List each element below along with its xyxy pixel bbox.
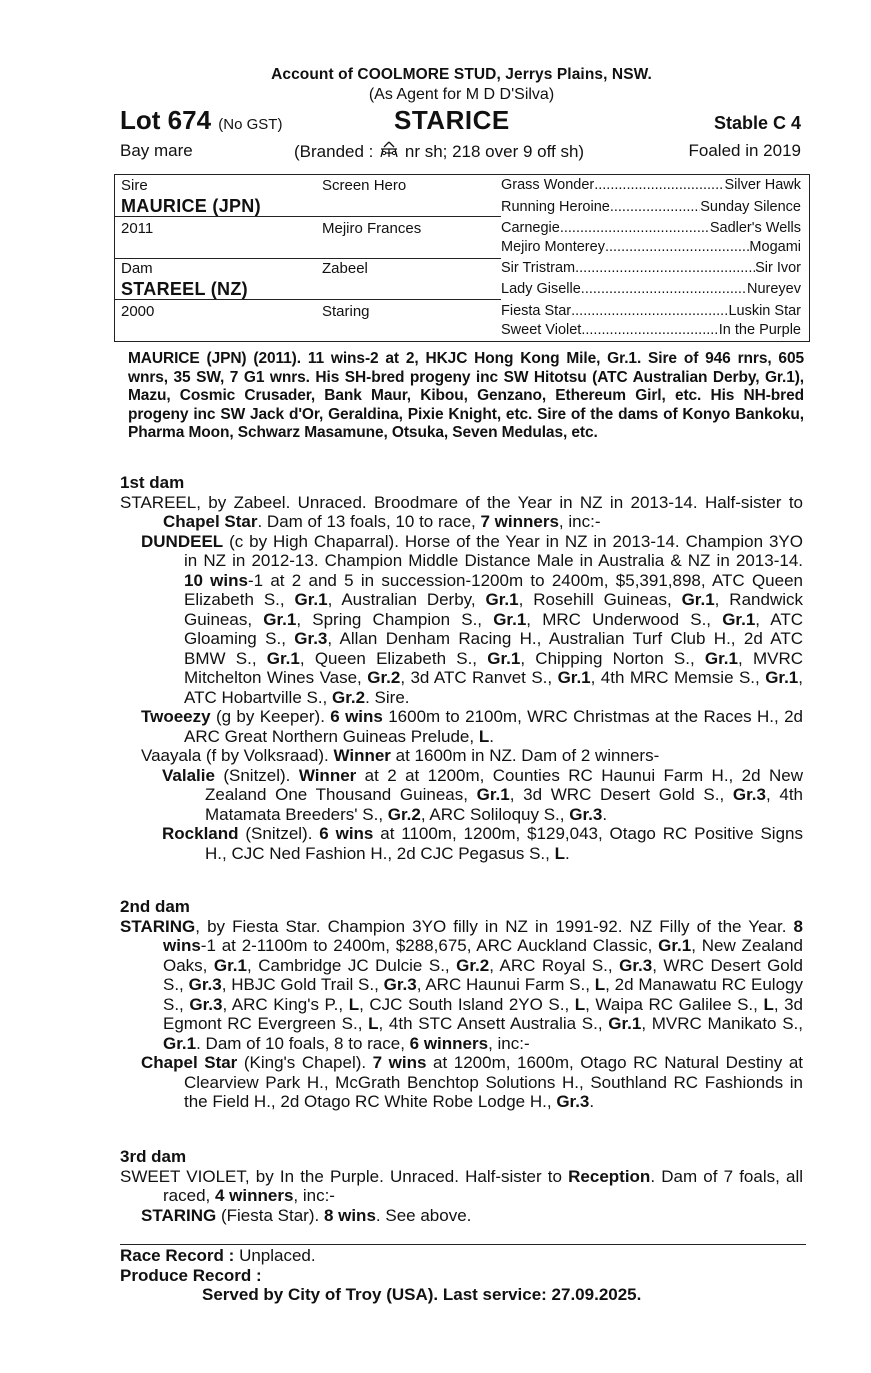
vendor-account: Account of COOLMORE STUD, Jerrys Plains, NSW. — [271, 66, 652, 83]
vendor-agent: (As Agent for M D D'Silva) — [368, 86, 555, 103]
divider — [120, 1244, 806, 1245]
ggp-sire: In the Purple — [718, 322, 801, 338]
ggp-name: Running Heroine — [501, 199, 610, 215]
ggp-sire: Silver Hawk — [724, 177, 801, 193]
ggp-row — [501, 322, 801, 338]
ggp-name: Lady Giselle — [501, 281, 581, 297]
sire-dam: Mejiro Frances — [322, 220, 422, 237]
dam-year: 2000 — [121, 303, 155, 320]
dam-intro: SWEET VIOLET, by In the Purple. Unraced. Half-sister to Reception. Dam of 7 foals, all raced, 4 winners, inc:- — [120, 1166, 803, 1205]
dam-intro: STAREEL, by Zabeel. Unraced. Broodmare of the Year in NZ in 2013-14. Half-sister to Chapel Star. Dam of 13 foals, 10 to race, 7 winners, inc:- — [120, 492, 803, 531]
sire-name: MAURICE (JPN) — [121, 196, 261, 216]
ggp-sire: Luskin Star — [728, 303, 801, 319]
progeny-entry: Chapel Star (King's Chapel). 7 wins at 1200m, 1600m, Otago RC Natural Destiny at Clearview Park H., McGrath Benchtop Solutions H., Southland RC Fashionds in the Field H., 2d Otago RC White Robe Lodge H., Gr.3. — [141, 1053, 804, 1111]
progeny-entry: Rockland (Snitzel). 6 wins at 1100m, 1200m, $129,043, Otago RC Positive Signs H., CJC Ned Fashion H., 2d CJC Pegasus S., L. — [162, 824, 803, 863]
progeny-entry: STARING (Fiesta Star). 8 wins. See above. — [141, 1205, 472, 1225]
dam-name: STAREEL (NZ) — [121, 279, 248, 299]
race-record-value: Unplaced. — [239, 1246, 316, 1265]
horse-name: STARICE — [394, 105, 510, 135]
section-heading: 3rd dam — [120, 1147, 187, 1166]
progeny-entry: Valalie (Snitzel). Winner at 2 at 1200m, Counties RC Haunui Farm H., 2d New Zealand One Thousand Guineas, Gr.1, 3d WRC Desert Gold S., Gr.3, 4th Matamata Breeders' S., Gr.2, ARC Soliloquy S., Gr.3. — [162, 765, 803, 824]
brand-mark-icon — [378, 141, 400, 164]
race-record — [120, 1246, 316, 1266]
produce-record — [120, 1266, 316, 1286]
records — [120, 1246, 316, 1285]
horse-sex: Bay mare — [120, 141, 193, 160]
progeny-list — [120, 1206, 803, 1226]
pedigree-table — [114, 174, 810, 342]
progeny-entry: Vaayala (f by Volksraad). Winner at 1600m in NZ. Dam of 2 winners- — [141, 746, 660, 765]
lot-number — [120, 105, 282, 136]
third-dam-section — [120, 1147, 803, 1225]
ggp-row — [501, 199, 801, 215]
dam-intro: STARING, by Fiesta Star. Champion 3YO filly in NZ in 1991-92. NZ Filly of the Year. 8 wins-1 at 2-1100m to 2400m, $288,675, ARC Auckland Classic, Gr.1, New Zealand Oaks, Gr.1, Cambridge JC Dulcie S., Gr.2, ARC Royal S., Gr.3, WRC Desert Gold S., Gr.3, HBJC Gold Trail S., Gr.3, ARC Haunui Farm S., L, 2d Manawatu RC Eulogy S., Gr.3, ARC King's P., L, CJC South Island 2YO S., L, Waipa RC Galilee S., L, 3d Egmont RC Evergreen S., L, 4th STC Ansett Australia S., Gr.1, MVRC Manikato S., Gr.1. Dam of 10 foals, 8 to race, 6 winners, inc:- — [120, 916, 804, 1053]
ggp-sire: Mogami — [749, 239, 801, 255]
brand-suffix: nr sh; 218 over 9 off sh) — [404, 142, 585, 161]
ggp-sire: Sunday Silence — [700, 199, 801, 215]
service-note: Served by City of Troy (USA). Last service: 27.09.2025. — [202, 1285, 642, 1304]
ggp-row — [501, 177, 801, 193]
dam-dam: Staring — [322, 303, 370, 320]
ggp-row — [501, 260, 801, 276]
ggp-row — [501, 303, 801, 319]
sire-year: 2011 — [121, 220, 154, 237]
ggp-sire: Sadler's Wells — [709, 220, 801, 236]
progeny-list — [120, 1053, 803, 1112]
race-record-label: Race Record : — [120, 1246, 235, 1265]
section-heading: 2nd dam — [120, 897, 190, 916]
sire-summary: MAURICE (JPN) (2011). 11 wins-2 at 2, HKJC Hong Kong Mile, Gr.1. Sire of 946 rnrs, 605 wnrs, 35 SW, 7 G1 wnrs. His SH-bred progeny inc SW Hitotsu (ATC Australian Derby, Gr.1), Mazu, Cosmic Crusader, Bank Maur, Kibou, Genzano, Ethereum Girl, etc. His NH-bred progeny inc SW Jack d'Or, Geraldina, Pixie Knight, etc. Sire of the dams of Konyo Bankoku, Pharma Moon, Schwarz Masamune, Otsuka, Seven Medulas, etc. — [128, 350, 804, 441]
section-heading: 1st dam — [120, 473, 185, 492]
ggp-name: Sir Tristram — [501, 260, 576, 276]
ggp-name: Mejiro Monterey — [501, 239, 605, 255]
ggp-name: Fiesta Star — [501, 303, 572, 319]
second-dam-section — [120, 897, 803, 1112]
progeny-entry: Twoeezy (g by Keeper). 6 wins 1600m to 2100m, WRC Christmas at the Races H., 2d ARC Great Northern Guineas Prelude, L. — [141, 707, 803, 746]
progeny-entry: DUNDEEL (c by High Chaparral). Horse of the Year in NZ in 2013-14. Champion 3YO in NZ in 2012-13. Champion Middle Distance Male in Australia & NZ in 2013-14. 10 wins-1 at 2 and 5 in succession-1200m to 2400m, $5,391,898, ATC Queen Elizabeth S., Gr.1, Australian Derby, Gr.1, Rosehill Guineas, Gr.1, Randwick Guineas, Gr.1, Spring Champion S., Gr.1, MRC Underwood S., Gr.1, ATC Gloaming S., Gr.3, Allan Denham Racing H., Australian Turf Club H., 2d ATC BMW S., Gr.1, Queen Elizabeth S., Gr.1, Chipping Norton S., Gr.1, MVRC Mitchelton Wines Vase, Gr.2, 3d ATC Ranvet S., Gr.1, 4th MRC Memsie S., Gr.1, ATC Hobartville S., Gr.2. Sire. — [141, 531, 804, 707]
sire-sire: Screen Hero — [322, 177, 407, 194]
stable-location: Stable C 4 — [713, 113, 801, 133]
lot-label: Lot 674 — [120, 105, 212, 135]
first-dam-section — [120, 473, 803, 863]
ggp-name: Carnegie — [501, 220, 560, 236]
ggp-row — [501, 239, 801, 255]
ggp-row — [501, 281, 801, 297]
dam-label: Dam — [121, 260, 153, 277]
ggp-name: Grass Wonder — [501, 177, 595, 193]
foaled-year: Foaled in 2019 — [688, 141, 801, 160]
brand-description — [294, 141, 584, 164]
brand-prefix: (Branded : — [294, 142, 374, 161]
ggp-name: Sweet Violet — [501, 322, 582, 338]
progeny-list — [120, 532, 803, 864]
dam-sire: Zabeel — [322, 260, 368, 277]
ggp-sire: Nureyev — [747, 281, 801, 297]
gst-note: (No GST) — [218, 116, 283, 133]
produce-record-label: Produce Record : — [120, 1265, 262, 1285]
ggp-sire: Sir Ivor — [755, 260, 801, 276]
ggp-row — [501, 220, 801, 236]
sire-label: Sire — [121, 177, 148, 194]
